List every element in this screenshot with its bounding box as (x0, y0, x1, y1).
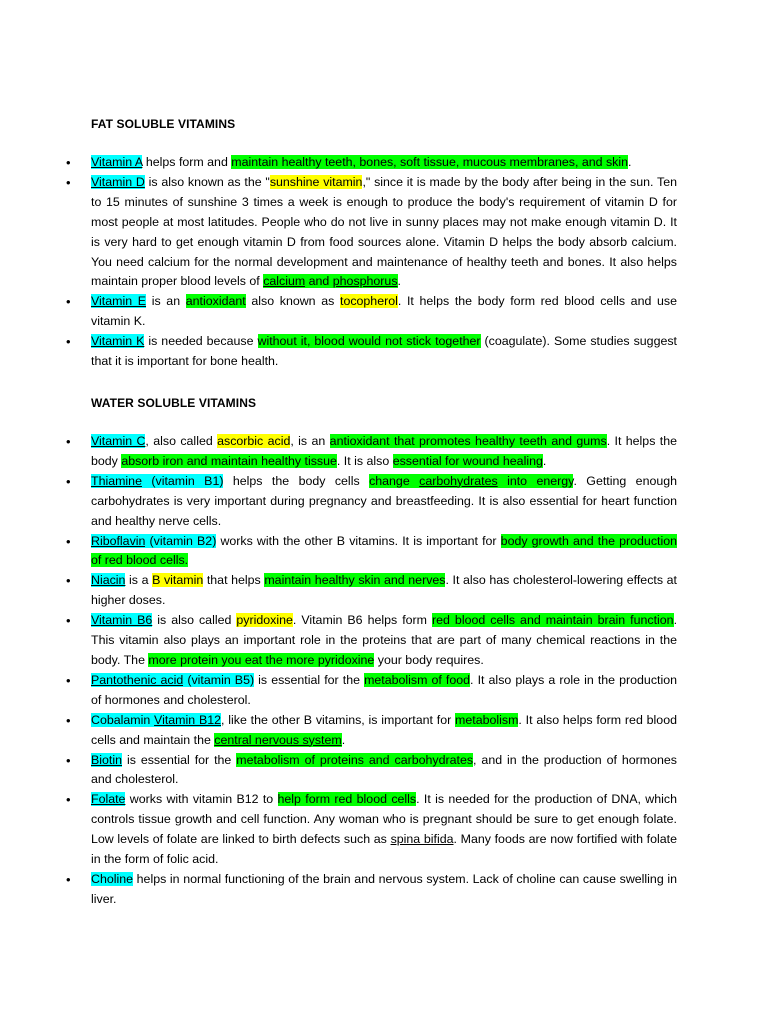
text-run: works with vitamin B12 to (125, 792, 278, 807)
water-vitamin-item (91, 611, 677, 671)
highlighted-text: absorb iron and maintain healthy tissue (121, 453, 337, 468)
vitamin-name: Vitamin B6 (91, 613, 153, 628)
vitamin-name: Pantothenic acid (91, 672, 184, 687)
text-run: works with the other B vitamins. It is important for (216, 533, 501, 548)
text-run: is also called (152, 613, 237, 628)
vitamin-name: Vitamin D (91, 174, 145, 189)
fat-vitamin-item (91, 292, 677, 332)
text-run: . (628, 155, 632, 169)
fat-vitamin-item (91, 332, 677, 372)
highlighted-text: tocopherol (340, 294, 398, 309)
highlighted-text: central nervous system (214, 732, 342, 747)
highlighted-text: change (369, 473, 420, 488)
text-run: (coagulate). Some studies suggest that it is important for bone health. (91, 334, 677, 369)
text-run: , and in the production of hormones and cholesterol. (91, 752, 677, 787)
vitamin-name: Cobalamin (91, 712, 155, 727)
water-vitamin-item (91, 432, 677, 472)
highlighted-text: into energy (497, 473, 574, 488)
highlighted-text: metabolism of proteins and carbohydrates (236, 752, 474, 767)
text-run: . It is also (336, 453, 393, 468)
highlighted-text: metabolism of food (364, 672, 471, 687)
highlighted-text: phosphorus (332, 274, 398, 289)
fat-soluble-heading: FAT SOLUBLE VITAMINS (91, 117, 236, 131)
text-run: is also known as the " (144, 174, 270, 189)
highlighted-text: sunshine vitamin (269, 174, 363, 189)
text-run: . It is needed for the production of DNA, which controls tissue growth and cell function. Any woman who is pregnant should be sure to get enough folate. Low levels of folate are linked to birth defects such as (91, 792, 677, 847)
vitamin-name: Niacin (91, 573, 126, 588)
highlighted-text: calcium (263, 274, 306, 289)
text-run: is essential for the (254, 672, 365, 687)
text-run: your body requires. (374, 652, 484, 667)
vitamin-name: (vitamin B1) (141, 473, 224, 488)
text-run: . It helps the body form red blood cells and use vitamin K. (91, 294, 678, 329)
text-run: also known as (245, 294, 340, 309)
text-run: that helps (203, 573, 265, 588)
fat-vitamin-item (91, 153, 677, 173)
water-vitamin-item (91, 790, 677, 870)
text-run: is an (146, 294, 186, 309)
text-run: is a (125, 573, 153, 588)
vitamin-name: Folate (91, 792, 126, 807)
vitamin-name: Choline (91, 871, 134, 886)
text-run: . Vitamin B6 helps form (292, 613, 433, 628)
text-run: is needed because (144, 334, 258, 349)
text-run: helps the body cells (223, 473, 370, 488)
vitamin-name: Riboflavin (91, 533, 146, 548)
highlighted-text: essential for wound healing (392, 453, 543, 468)
water-vitamin-item (91, 671, 677, 711)
vitamin-name: Vitamin C (91, 434, 146, 448)
highlighted-text: without it, blood would not stick together (257, 334, 481, 349)
text-run: . It helps the body (91, 434, 677, 468)
text-run: . Many foods are now fortified with folate in the form of folic acid. (91, 832, 677, 867)
highlighted-text: maintain healthy teeth, bones, soft tissue, mucous membranes, and skin (231, 155, 629, 169)
highlighted-text: antioxidant (185, 294, 246, 309)
fat-vitamin-item (91, 173, 677, 292)
text-run: helps form and (142, 155, 232, 169)
water-vitamin-item (91, 711, 677, 751)
highlighted-text: more protein you eat the more pyridoxine (148, 652, 375, 667)
text-run: . (341, 732, 346, 747)
water-vitamin-item (91, 870, 677, 910)
text-run: , is an (290, 434, 330, 448)
highlighted-text: maintain healthy skin and nerves (264, 573, 446, 588)
text-run: . It also has cholesterol-lowering effects at higher doses. (91, 573, 677, 608)
highlighted-text: B vitamin (152, 573, 204, 588)
highlighted-text: body growth and the production of red blood cells. (91, 533, 677, 568)
text-run: . It also plays a role in the production of hormones and cholesterol. (91, 672, 678, 707)
water-vitamin-item (91, 472, 677, 532)
vitamin-name: Vitamin K (91, 334, 145, 349)
text-run: . (542, 453, 547, 468)
vitamin-name: (vitamin B2) (145, 533, 217, 548)
vitamin-name: Vitamin B12 (154, 712, 221, 727)
fat-soluble-list (91, 153, 677, 372)
water-vitamin-item (91, 571, 677, 611)
highlighted-text: and (305, 274, 333, 289)
text-run: . It also helps form red blood cells and maintain the (91, 712, 677, 747)
highlighted-text: pyridoxine (236, 613, 293, 628)
text-run: . Getting enough carbohydrates is very important during pregnancy and breastfeeding. It is also essential for heart function and healthy nerve cells. (91, 473, 678, 528)
highlighted-text: red blood cells and maintain brain function (432, 613, 674, 628)
vitamin-name: Thiamine (91, 473, 142, 488)
highlighted-text: metabolism (455, 712, 519, 727)
vitamin-name: (vitamin B5) (183, 672, 255, 687)
text-run: ," since it is made by the body after being in the sun. Ten to 15 minutes of sunshine 3 times a week is enough to produce the body's requirement of vitamin D for most people at most latitudes. People who do not live in sunny places may not make enough vitamin D. It is very hard to get enough vitamin D from food sources alone. Vitamin D helps the body absorb calcium. You need calcium for the normal development and maintenance of healthy teeth and bones. It also helps maintain proper blood levels of (91, 174, 677, 289)
highlighted-text: antioxidant that promotes healthy teeth and gums (329, 434, 607, 448)
text-run: helps in normal functioning of the brain and nervous system. Lack of choline can cause swelling in liver. (91, 871, 677, 906)
highlighted-text: ascorbic acid (217, 434, 291, 448)
water-soluble-list (91, 432, 677, 910)
vitamin-name: Vitamin A (91, 155, 143, 169)
water-vitamin-item (91, 532, 677, 572)
text-run: . (397, 274, 401, 289)
text-run: . This vitamin also plays an important role in the proteins that are part of many chemical reactions in the body. The (91, 613, 678, 667)
text-run: , also called (145, 434, 218, 448)
text-run: , like the other B vitamins, is important for (221, 712, 456, 727)
highlighted-text: help form red blood cells (277, 792, 417, 807)
vitamin-name: Biotin (91, 752, 122, 767)
water-soluble-heading: WATER SOLUBLE VITAMINS (91, 396, 257, 410)
water-vitamin-item (91, 751, 677, 791)
highlighted-text: carbohydrates (419, 473, 498, 488)
text-run: spina bifida (390, 832, 454, 847)
vitamin-name: Vitamin E (91, 294, 147, 309)
text-run: is essential for the (122, 752, 237, 767)
